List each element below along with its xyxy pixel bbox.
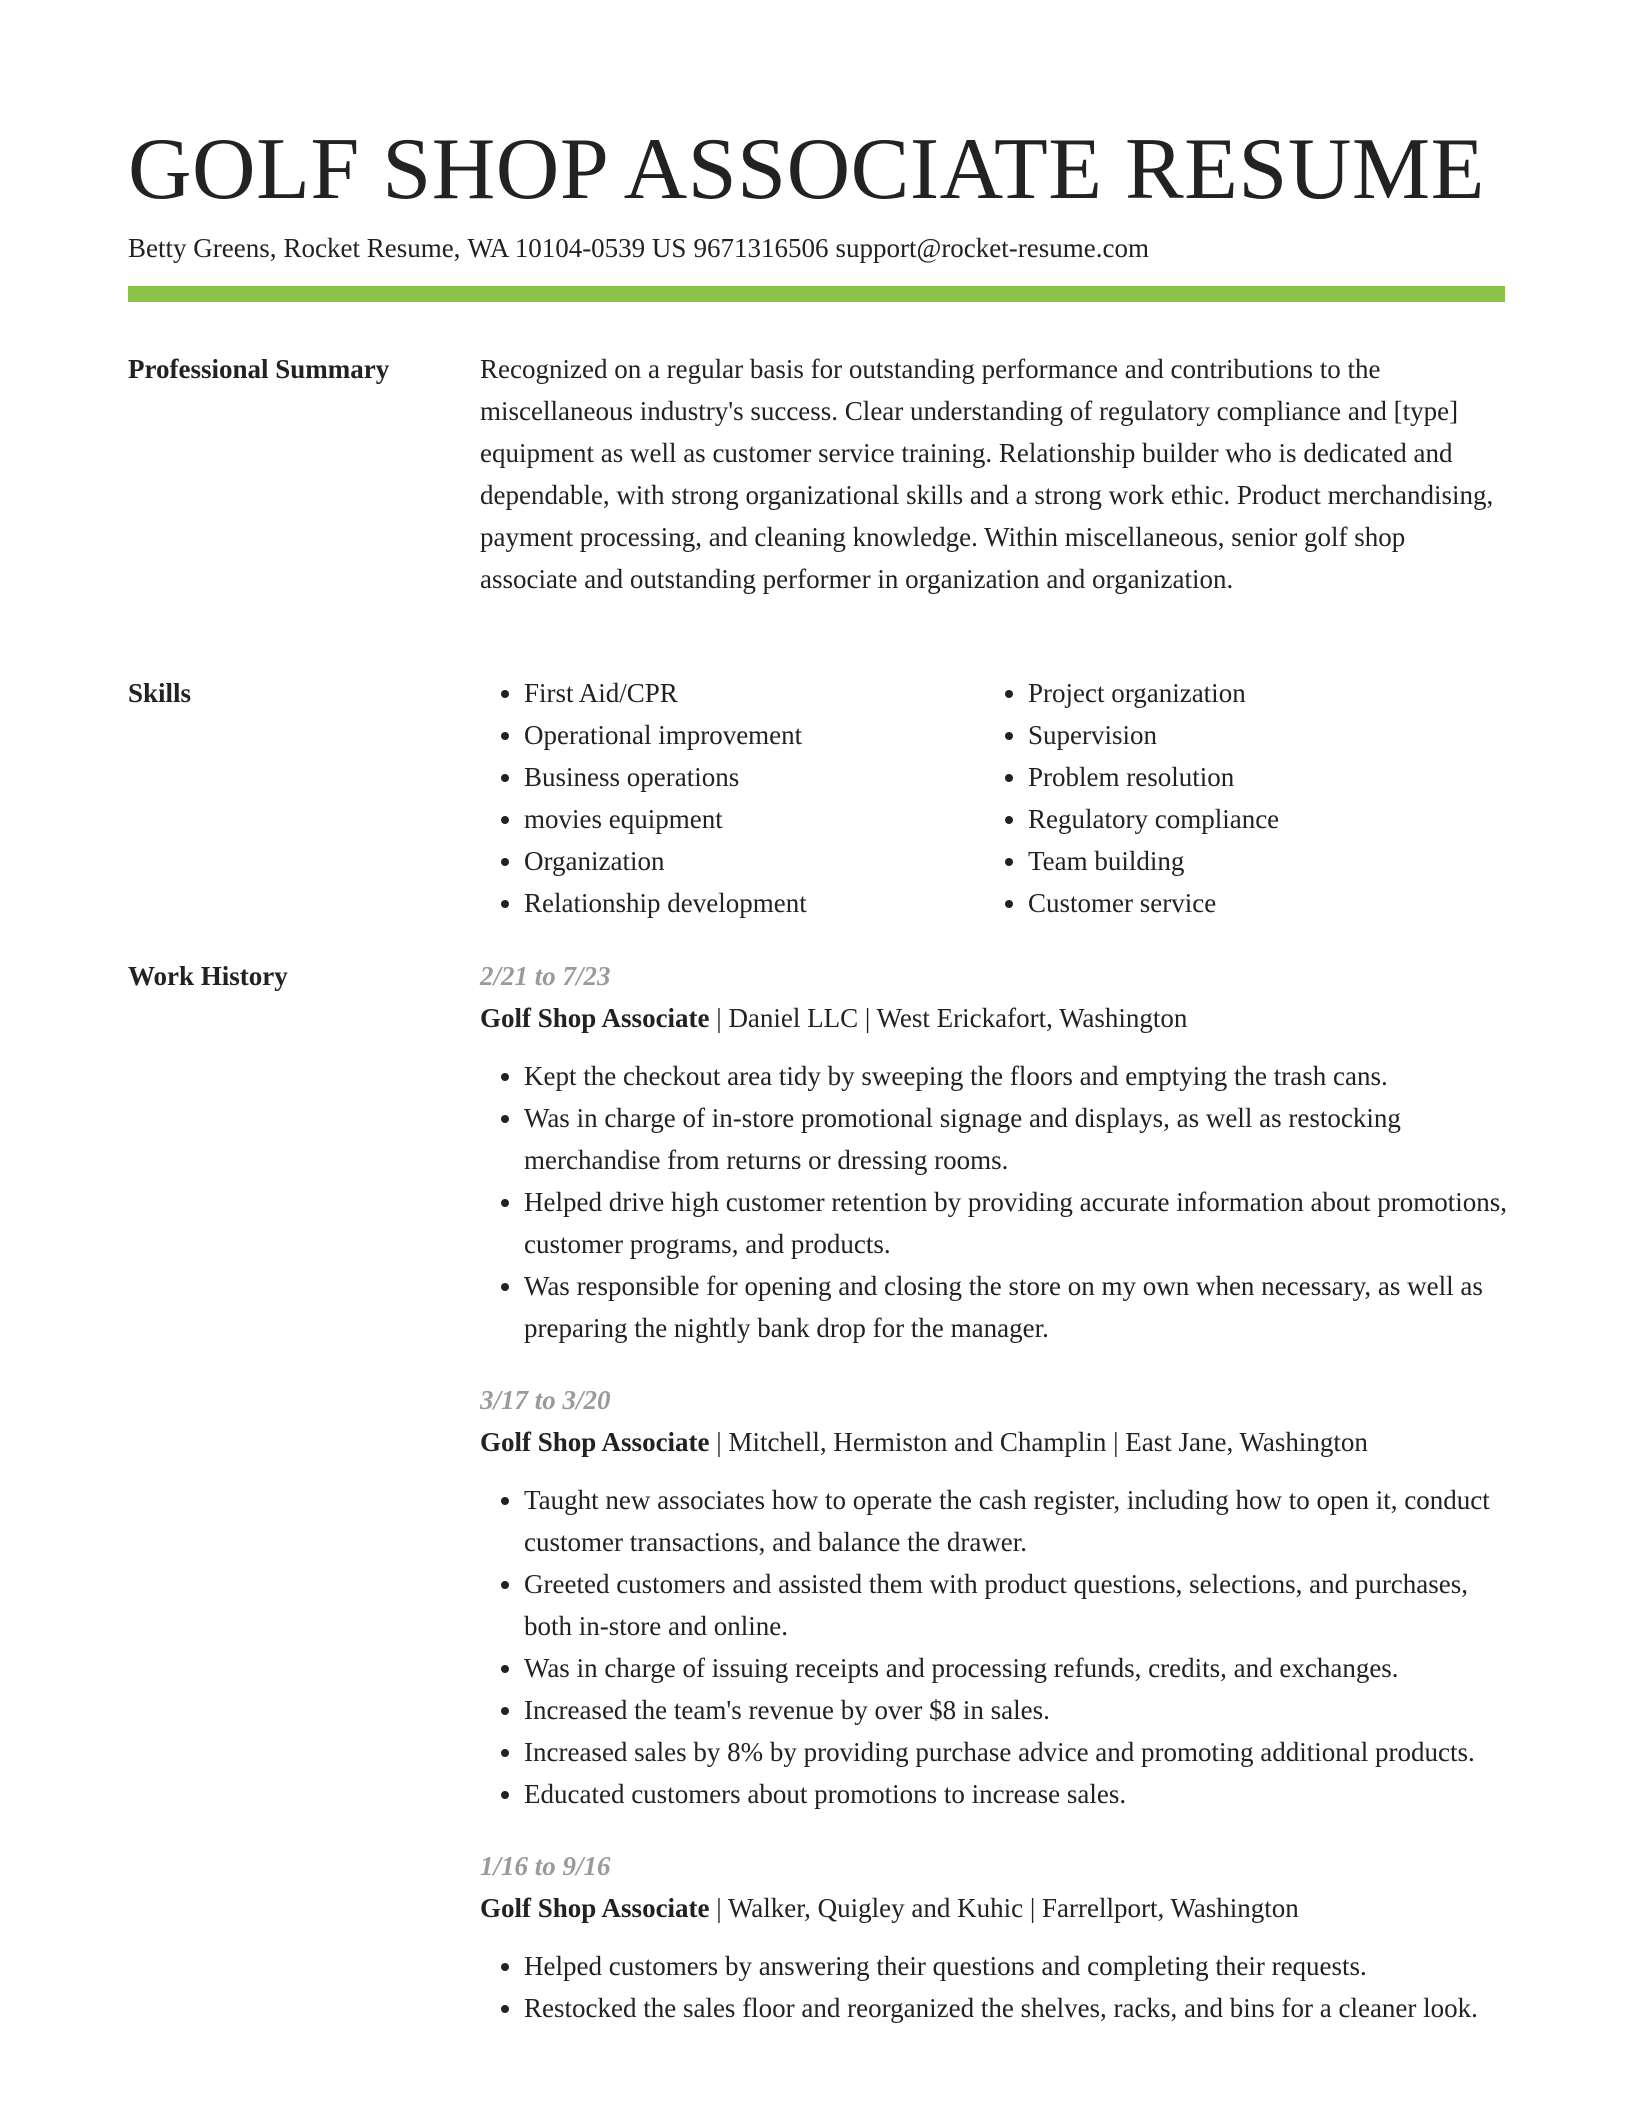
job-dates: 3/17 to 3/20 — [480, 1385, 611, 1415]
summary-heading: Professional Summary — [128, 354, 390, 384]
skills-list-right — [984, 672, 1279, 924]
job-title: Golf Shop Associate — [480, 1003, 710, 1033]
work-history-heading: Work History — [128, 961, 288, 991]
contact-name: Betty Greens, — [128, 233, 277, 263]
skills-section — [480, 672, 1508, 924]
job-bullet: • Taught new associates how to operate the cash register, including how to open it, conduct customer transactions, and balance the drawer. — [524, 1479, 1508, 1563]
contact-company: Rocket Resume, — [283, 233, 461, 263]
job-dates: 2/21 to 7/23 — [480, 961, 611, 991]
separator: | — [716, 1893, 728, 1923]
separator: | — [1113, 1427, 1126, 1457]
job-location: East Jane, Washington — [1125, 1427, 1368, 1457]
job-header — [480, 1421, 1508, 1463]
job-company: Daniel LLC — [728, 1003, 859, 1033]
page-title: GOLF SHOP ASSOCIATE RESUME — [128, 121, 1485, 218]
job-location: Farrellport, Washington — [1042, 1893, 1299, 1923]
skill-item: • Operational improvement — [524, 714, 984, 756]
skill-item: • Organization — [524, 840, 984, 882]
job-bullet: • Helped customers by answering their questions and completing their requests. — [524, 1945, 1508, 1987]
skill-item: • Supervision — [1028, 714, 1279, 756]
job-entry — [480, 1845, 1508, 2029]
job-company: Mitchell, Hermiston and Champlin — [728, 1427, 1107, 1457]
job-bullet: • Restocked the sales floor and reorganized the shelves, racks, and bins for a cleaner look. — [524, 1987, 1508, 2029]
job-bullets — [480, 1945, 1508, 2029]
job-bullet: • Greeted customers and assisted them with product questions, selections, and purchases, both in-store and online. — [524, 1563, 1508, 1647]
job-bullet: • Helped drive high customer retention by providing accurate information about promotions, customer programs, and products. — [524, 1181, 1508, 1265]
skill-item: • Customer service — [1028, 882, 1279, 924]
skills-heading: Skills — [128, 678, 192, 708]
job-header — [480, 997, 1508, 1039]
skill-item: • Team building — [1028, 840, 1279, 882]
separator: | — [864, 1003, 877, 1033]
separator: | — [1029, 1893, 1043, 1923]
contact-location: WA 10104-0539 US — [467, 233, 687, 263]
separator: | — [716, 1427, 729, 1457]
job-bullet: • Increased sales by 8% by providing purchase advice and promoting additional products. — [524, 1731, 1508, 1773]
job-entry — [480, 1379, 1508, 1815]
job-title: Golf Shop Associate — [480, 1893, 710, 1923]
skill-item: • movies equipment — [524, 798, 984, 840]
job-bullets — [480, 1479, 1508, 1815]
skill-item: • Regulatory compliance — [1028, 798, 1279, 840]
job-bullet: • Was responsible for opening and closing the store on my own when necessary, as well as preparing the nightly bank drop for the manager. — [524, 1265, 1508, 1349]
header-divider — [128, 286, 1505, 302]
separator: | — [716, 1003, 729, 1033]
job-bullets — [480, 1055, 1508, 1349]
job-company: Walker, Quigley and Kuhic — [727, 1893, 1024, 1923]
skill-item: • First Aid/CPR — [524, 672, 984, 714]
contact-phone: 9671316506 — [693, 233, 829, 263]
contact-email: support@rocket-resume.com — [835, 233, 1149, 263]
skill-item: • Relationship development — [524, 882, 984, 924]
job-header — [480, 1887, 1508, 1929]
job-title: Golf Shop Associate — [480, 1427, 710, 1457]
work-history-section — [480, 955, 1508, 2059]
job-location: West Erickafort, Washington — [876, 1003, 1188, 1033]
skill-item: • Problem resolution — [1028, 756, 1279, 798]
job-bullet: • Was in charge of issuing receipts and processing refunds, credits, and exchanges. — [524, 1647, 1508, 1689]
summary-text: Recognized on a regular basis for outstanding performance and contributions to the miscellaneous industry's success. Clear understanding of regulatory compliance and [type] equipment as well as customer service training. Relationship builder who is dedicated and dependable, with strong organizational skills and a strong work ethic. Product merchandising, payment processing, and cleaning knowledge. Within miscellaneous, senior golf shop associate and outstanding performer in organization and organization. — [480, 354, 1494, 594]
job-dates: 1/16 to 9/16 — [480, 1851, 611, 1881]
job-bullet: • Increased the team's revenue by over $8 in sales. — [524, 1689, 1508, 1731]
summary-section — [480, 348, 1508, 600]
contact-line — [128, 230, 1149, 266]
skill-item: • Project organization — [1028, 672, 1279, 714]
job-bullet: • Kept the checkout area tidy by sweeping the floors and emptying the trash cans. — [524, 1055, 1508, 1097]
job-bullet: • Educated customers about promotions to increase sales. — [524, 1773, 1508, 1815]
skill-item: • Business operations — [524, 756, 984, 798]
skills-list-left — [480, 672, 984, 924]
job-entry — [480, 955, 1508, 1349]
job-bullet: • Was in charge of in-store promotional signage and displays, as well as restocking merchandise from returns or dressing rooms. — [524, 1097, 1508, 1181]
